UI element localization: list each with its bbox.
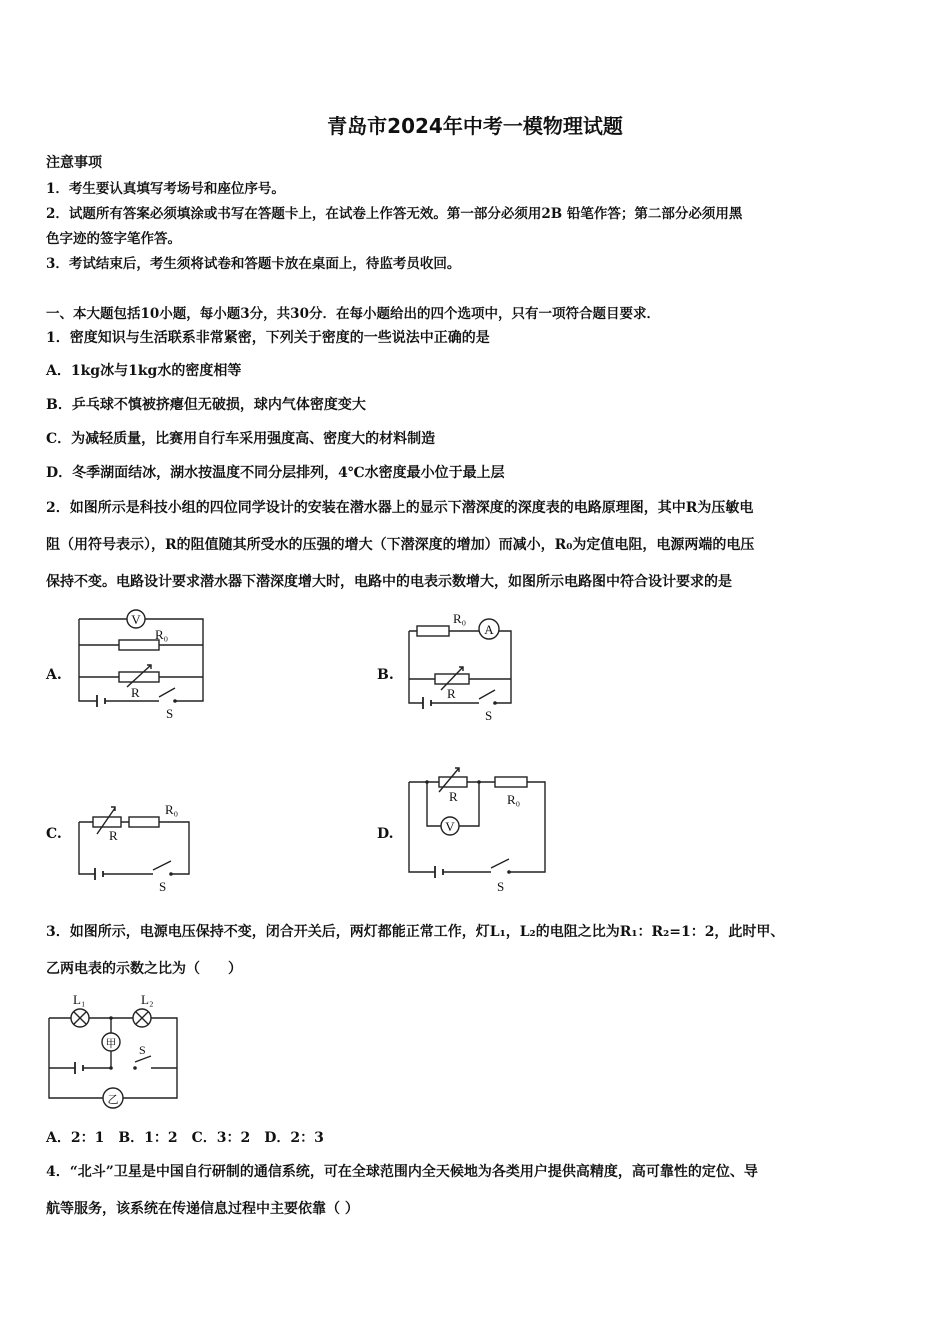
voltmeter-label: V xyxy=(131,612,141,627)
circuit-q3 xyxy=(45,990,185,1115)
meter-yi-label: 乙 xyxy=(107,1094,119,1106)
q2-label-a: A. xyxy=(46,667,62,683)
q2-label-c: C. xyxy=(46,826,62,842)
q2-label-d: D. xyxy=(377,826,394,842)
r-label: R xyxy=(131,685,140,700)
circuit-b xyxy=(405,605,530,723)
circuit-a xyxy=(75,605,210,720)
r-label: R xyxy=(447,686,456,701)
switch-label: S xyxy=(497,879,505,894)
q1-option-d: D．冬季湖面结冰，湖水按温度不同分层排列，4℃水密度最小位于最上层 xyxy=(46,465,505,481)
q1-option-b: B．乒乓球不慎被挤瘪但无破损，球内气体密度变大 xyxy=(46,397,366,413)
l1-label: L₁ xyxy=(73,992,86,1007)
meter-jia-label: 甲 xyxy=(105,1038,117,1050)
section-heading: 一、本大题包括10小题，每小题3分，共30分．在每小题给出的四个选项中，只有一项符合题目要求． xyxy=(46,306,660,322)
q1-option-c: C．为减轻质量，比赛用自行车采用强度高、密度大的材料制造 xyxy=(46,431,436,447)
q3-answers: A．2：1 B．1：2 C．3：2 D．2：3 xyxy=(46,1130,324,1146)
q2-stem-1: 2．如图所示是科技小组的四位同学设计的安装在潜水器上的显示下潜深度的深度表的电路原理图，其中R为压敏电 xyxy=(46,500,754,516)
q2-stem-2: 阻（用符号表示），R的阻值随其所受水的压强的增大（下潜深度的增加）而减小，R₀为定值电阻，电源两端的电压 xyxy=(46,537,755,553)
r-label: R xyxy=(109,828,118,843)
q1-stem: 1．密度知识与生活联系非常紧密，下列关于密度的一些说法中正确的是 xyxy=(46,330,490,346)
r0-label: R₀ xyxy=(453,611,467,626)
notice-item-1: 1．考生要认真填写考场号和座位序号。 xyxy=(46,181,285,197)
notice-item-3: 3．考试结束后，考生须将试卷和答题卡放在桌面上，待监考员收回。 xyxy=(46,256,461,272)
r-label: R xyxy=(449,789,458,804)
voltmeter-label: V xyxy=(445,819,455,834)
switch-label: S xyxy=(159,879,167,894)
page-title: 青岛市2024年中考一模物理试题 xyxy=(327,114,623,138)
switch-label: S xyxy=(166,706,174,721)
q4-stem-2: 航等服务，该系统在传递信息过程中主要依靠（ ） xyxy=(46,1201,359,1217)
r0-label: R₀ xyxy=(507,792,521,807)
circuit-d xyxy=(405,770,550,895)
q2-stem-3: 保持不变。电路设计要求潜水器下潜深度增大时，电路中的电表示数增大，如图所示电路图中符合设计要求的是 xyxy=(46,574,732,590)
notice-item-2: 2．试题所有答案必须填涂或书写在答题卡上，在试卷上作答无效。第一部分必须用2B 铅笔作答；第二部分必须用黑 xyxy=(46,206,743,222)
ammeter-label: A xyxy=(484,622,494,637)
notice-item-2-cont: 色字迹的签字笔作答。 xyxy=(46,231,181,247)
q3-stem-2: 乙两电表的示数之比为（ ） xyxy=(46,961,242,977)
q3-stem-1: 3．如图所示，电源电压保持不变，闭合开关后，两灯都能正常工作，灯L₁，L₂的电阻之比为R₁：R₂=1：2，此时甲、 xyxy=(46,924,785,940)
r0-label: R₀ xyxy=(155,627,169,642)
r0-label: R₀ xyxy=(165,802,179,817)
l2-label: L₂ xyxy=(141,992,154,1007)
q1-option-a: A．1kg冰与1kg水的密度相等 xyxy=(46,363,242,379)
circuit-c xyxy=(75,800,200,895)
switch-label: S xyxy=(485,708,493,723)
q4-stem-1: 4．“北斗”卫星是中国自行研制的通信系统，可在全球范围内全天候地为各类用户提供高精度，高可靠性的定位、导 xyxy=(46,1164,758,1180)
notice-heading: 注意事项 xyxy=(46,155,102,171)
q2-label-b: B. xyxy=(377,667,394,683)
switch-label: S xyxy=(139,1043,146,1057)
